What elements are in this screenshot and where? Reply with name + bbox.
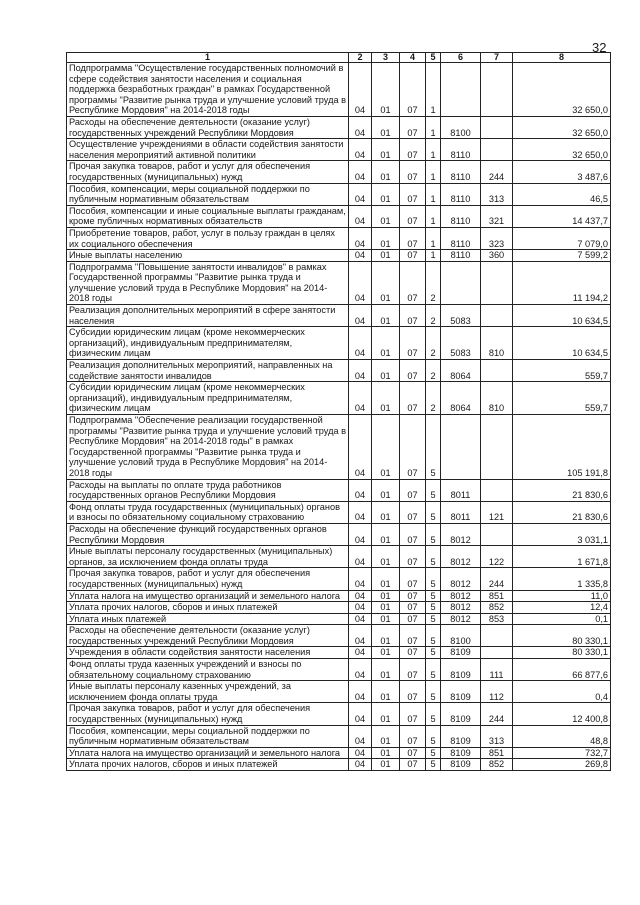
row-name-cell: Уплата прочих налогов, сборов и иных платежей [67, 759, 349, 771]
row-name-cell: Иные выплаты персоналу государственных (муниципальных) органов, за исключением фонда оплаты труда [67, 546, 349, 568]
amount-cell: 66 877,6 [513, 659, 611, 681]
table-row [67, 725, 611, 747]
row-name-cell: Фонд оплаты труда казенных учреждений и взносы по обязательному социальному страхованию [67, 659, 349, 681]
column-header: 6 [441, 53, 481, 63]
amount-cell: 1 671,8 [513, 546, 611, 568]
table-row [67, 703, 611, 725]
section-code-cell: 04 [349, 681, 372, 703]
program-code-cell: 07 [400, 360, 426, 382]
section-code-cell: 04 [349, 523, 372, 545]
target-code-cell: 8110 [441, 227, 481, 249]
amount-cell: 12 400,8 [513, 703, 611, 725]
section-code-cell: 04 [349, 261, 372, 304]
expense-type-cell: 121 [481, 501, 513, 523]
row-name-cell: Уплата прочих налогов, сборов и иных платежей [67, 602, 349, 614]
table-row [67, 161, 611, 183]
section-code-cell: 04 [349, 183, 372, 205]
row-name-cell: Пособия, компенсации, меры социальной поддержки по публичным нормативным обязательствам [67, 725, 349, 747]
table-row [67, 681, 611, 703]
subprogram-code-cell: 5 [426, 613, 441, 625]
section-code-cell: 04 [349, 501, 372, 523]
expense-type-cell: 852 [481, 759, 513, 771]
subprogram-code-cell: 5 [426, 681, 441, 703]
section-code-cell: 04 [349, 139, 372, 161]
amount-cell: 32 650,0 [513, 63, 611, 117]
program-code-cell: 07 [400, 161, 426, 183]
amount-cell: 80 330,1 [513, 647, 611, 659]
subsection-code-cell: 01 [372, 568, 400, 590]
subprogram-code-cell: 5 [426, 415, 441, 480]
table-row [67, 205, 611, 227]
program-code-cell: 07 [400, 613, 426, 625]
section-code-cell: 04 [349, 161, 372, 183]
table-row [67, 501, 611, 523]
row-name-cell: Осуществление учреждениями в области содействия занятости населения мероприятий активной политики [67, 139, 349, 161]
target-code-cell: 8109 [441, 747, 481, 759]
amount-cell: 3 487,6 [513, 161, 611, 183]
amount-cell: 11,0 [513, 590, 611, 602]
subsection-code-cell: 01 [372, 415, 400, 480]
program-code-cell: 07 [400, 116, 426, 138]
row-name-cell: Расходы на обеспечение функций государственных органов Республики Мордовия [67, 523, 349, 545]
program-code-cell: 07 [400, 725, 426, 747]
expense-type-cell: 244 [481, 703, 513, 725]
amount-cell: 105 191,8 [513, 415, 611, 480]
subsection-code-cell: 01 [372, 305, 400, 327]
target-code-cell: 8109 [441, 725, 481, 747]
subsection-code-cell: 01 [372, 681, 400, 703]
program-code-cell: 07 [400, 647, 426, 659]
amount-cell: 1 335,8 [513, 568, 611, 590]
subsection-code-cell: 01 [372, 183, 400, 205]
subprogram-code-cell: 5 [426, 568, 441, 590]
table-row [67, 116, 611, 138]
subsection-code-cell: 01 [372, 327, 400, 360]
subsection-code-cell: 01 [372, 602, 400, 614]
amount-cell: 21 830,6 [513, 479, 611, 501]
subprogram-code-cell: 5 [426, 479, 441, 501]
table-header-row [67, 53, 611, 63]
target-code-cell [441, 63, 481, 117]
table-row [67, 659, 611, 681]
expense-type-cell: 111 [481, 659, 513, 681]
table-row [67, 360, 611, 382]
subprogram-code-cell: 2 [426, 261, 441, 304]
target-code-cell: 8110 [441, 205, 481, 227]
table-row [67, 327, 611, 360]
subprogram-code-cell: 1 [426, 250, 441, 262]
subprogram-code-cell: 1 [426, 227, 441, 249]
amount-cell: 12,4 [513, 602, 611, 614]
section-code-cell: 04 [349, 725, 372, 747]
table-row [67, 382, 611, 415]
program-code-cell: 07 [400, 681, 426, 703]
section-code-cell: 04 [349, 305, 372, 327]
row-name-cell: Пособия, компенсации, меры социальной поддержки по публичным нормативным обязательствам [67, 183, 349, 205]
program-code-cell: 07 [400, 305, 426, 327]
target-code-cell: 8011 [441, 501, 481, 523]
section-code-cell: 04 [349, 479, 372, 501]
column-header: 7 [481, 53, 513, 63]
subsection-code-cell: 01 [372, 523, 400, 545]
row-name-cell: Уплата иных платежей [67, 613, 349, 625]
target-code-cell: 8110 [441, 250, 481, 262]
program-code-cell: 07 [400, 63, 426, 117]
subprogram-code-cell: 2 [426, 360, 441, 382]
section-code-cell: 04 [349, 546, 372, 568]
column-header: 3 [372, 53, 400, 63]
expense-type-cell: 360 [481, 250, 513, 262]
table-row [67, 183, 611, 205]
program-code-cell: 07 [400, 546, 426, 568]
row-name-cell: Реализация дополнительных мероприятий в сфере занятости населения [67, 305, 349, 327]
section-code-cell: 04 [349, 327, 372, 360]
subprogram-code-cell: 1 [426, 63, 441, 117]
target-code-cell: 8012 [441, 602, 481, 614]
section-code-cell: 04 [349, 602, 372, 614]
subsection-code-cell: 01 [372, 725, 400, 747]
program-code-cell: 07 [400, 479, 426, 501]
expense-type-cell [481, 360, 513, 382]
section-code-cell: 04 [349, 703, 372, 725]
subsection-code-cell: 01 [372, 205, 400, 227]
row-name-cell: Прочая закупка товаров, работ и услуг для обеспечения государственных (муниципальных) нужд [67, 161, 349, 183]
subsection-code-cell: 01 [372, 590, 400, 602]
table-row [67, 479, 611, 501]
subprogram-code-cell: 1 [426, 116, 441, 138]
target-code-cell: 8100 [441, 625, 481, 647]
section-code-cell: 04 [349, 590, 372, 602]
section-code-cell: 04 [349, 568, 372, 590]
amount-cell: 14 437,7 [513, 205, 611, 227]
table-row [67, 261, 611, 304]
amount-cell: 559,7 [513, 360, 611, 382]
expense-type-cell: 112 [481, 681, 513, 703]
subsection-code-cell: 01 [372, 613, 400, 625]
section-code-cell: 04 [349, 227, 372, 249]
column-header: 1 [67, 53, 349, 63]
program-code-cell: 07 [400, 261, 426, 304]
expense-type-cell: 851 [481, 590, 513, 602]
target-code-cell: 8012 [441, 613, 481, 625]
subprogram-code-cell: 2 [426, 305, 441, 327]
subprogram-code-cell: 1 [426, 205, 441, 227]
row-name-cell: Расходы на обеспечение деятельности (оказание услуг) государственных учреждений Республики Мордовия [67, 625, 349, 647]
expense-type-cell: 853 [481, 613, 513, 625]
target-code-cell [441, 415, 481, 480]
expense-type-cell: 313 [481, 183, 513, 205]
table-row [67, 227, 611, 249]
subsection-code-cell: 01 [372, 227, 400, 249]
amount-cell: 10 634,5 [513, 305, 611, 327]
table-row [67, 647, 611, 659]
table-row [67, 546, 611, 568]
program-code-cell: 07 [400, 590, 426, 602]
subprogram-code-cell: 5 [426, 759, 441, 771]
table-row [67, 613, 611, 625]
target-code-cell: 8109 [441, 681, 481, 703]
amount-cell: 269,8 [513, 759, 611, 771]
section-code-cell: 04 [349, 647, 372, 659]
subsection-code-cell: 01 [372, 747, 400, 759]
subprogram-code-cell: 5 [426, 546, 441, 568]
row-name-cell: Иные выплаты персоналу казенных учреждений, за исключением фонда оплаты труда [67, 681, 349, 703]
section-code-cell: 04 [349, 625, 372, 647]
expense-type-cell: 313 [481, 725, 513, 747]
expense-type-cell: 323 [481, 227, 513, 249]
section-code-cell: 04 [349, 116, 372, 138]
amount-cell: 3 031,1 [513, 523, 611, 545]
amount-cell: 7 599,2 [513, 250, 611, 262]
section-code-cell: 04 [349, 759, 372, 771]
subsection-code-cell: 01 [372, 261, 400, 304]
target-code-cell: 8012 [441, 546, 481, 568]
table-row [67, 759, 611, 771]
program-code-cell: 07 [400, 250, 426, 262]
program-code-cell: 07 [400, 703, 426, 725]
subprogram-code-cell: 5 [426, 625, 441, 647]
subprogram-code-cell: 5 [426, 647, 441, 659]
expense-type-cell [481, 261, 513, 304]
table-body [67, 63, 611, 771]
target-code-cell: 8109 [441, 703, 481, 725]
expense-type-cell: 852 [481, 602, 513, 614]
program-code-cell: 07 [400, 659, 426, 681]
row-name-cell: Фонд оплаты труда государственных (муниципальных) органов и взносы по обязательному социальному страхованию [67, 501, 349, 523]
table-row [67, 568, 611, 590]
expense-type-cell [481, 647, 513, 659]
expense-type-cell [481, 415, 513, 480]
column-header: 8 [513, 53, 611, 63]
program-code-cell: 07 [400, 501, 426, 523]
target-code-cell: 8064 [441, 382, 481, 415]
subsection-code-cell: 01 [372, 703, 400, 725]
subprogram-code-cell: 1 [426, 183, 441, 205]
subsection-code-cell: 01 [372, 161, 400, 183]
row-name-cell: Прочая закупка товаров, работ и услуг для обеспечения государственных (муниципальных) нужд [67, 568, 349, 590]
expense-type-cell: 122 [481, 546, 513, 568]
target-code-cell: 8109 [441, 647, 481, 659]
subsection-code-cell: 01 [372, 546, 400, 568]
row-name-cell: Уплата налога на имущество организаций и земельного налога [67, 590, 349, 602]
amount-cell: 732,7 [513, 747, 611, 759]
subprogram-code-cell: 2 [426, 327, 441, 360]
amount-cell: 559,7 [513, 382, 611, 415]
section-code-cell: 04 [349, 747, 372, 759]
target-code-cell [441, 261, 481, 304]
row-name-cell: Расходы на выплаты по оплате труда работников государственных органов Республики Мордовия [67, 479, 349, 501]
subsection-code-cell: 01 [372, 759, 400, 771]
program-code-cell: 07 [400, 227, 426, 249]
program-code-cell: 07 [400, 747, 426, 759]
target-code-cell: 8110 [441, 139, 481, 161]
section-code-cell: 04 [349, 250, 372, 262]
subprogram-code-cell: 5 [426, 703, 441, 725]
row-name-cell: Субсидии юридическим лицам (кроме некоммерческих организаций), индивидуальным предпринимателям, физическим лицам [67, 327, 349, 360]
amount-cell: 21 830,6 [513, 501, 611, 523]
expense-type-cell [481, 305, 513, 327]
expense-type-cell: 244 [481, 161, 513, 183]
subprogram-code-cell: 5 [426, 747, 441, 759]
subprogram-code-cell: 1 [426, 139, 441, 161]
amount-cell: 46,5 [513, 183, 611, 205]
target-code-cell: 8064 [441, 360, 481, 382]
target-code-cell: 8012 [441, 523, 481, 545]
row-name-cell: Учреждения в области содействия занятости населения [67, 647, 349, 659]
program-code-cell: 07 [400, 415, 426, 480]
target-code-cell: 8109 [441, 759, 481, 771]
target-code-cell: 8100 [441, 116, 481, 138]
target-code-cell: 5083 [441, 327, 481, 360]
row-name-cell: Прочая закупка товаров, работ и услуг для обеспечения государственных (муниципальных) нужд [67, 703, 349, 725]
subsection-code-cell: 01 [372, 382, 400, 415]
row-name-cell: Реализация дополнительных мероприятий, направленных на содействие занятости инвалидов [67, 360, 349, 382]
subprogram-code-cell: 5 [426, 602, 441, 614]
amount-cell: 7 079,0 [513, 227, 611, 249]
row-name-cell: Субсидии юридическим лицам (кроме некоммерческих организаций), индивидуальным предпринимателям, физическим лицам [67, 382, 349, 415]
section-code-cell: 04 [349, 415, 372, 480]
program-code-cell: 07 [400, 183, 426, 205]
subprogram-code-cell: 5 [426, 659, 441, 681]
subsection-code-cell: 01 [372, 501, 400, 523]
table-row [67, 139, 611, 161]
target-code-cell: 8012 [441, 568, 481, 590]
subsection-code-cell: 01 [372, 360, 400, 382]
row-name-cell: Подпрограмма "Осуществление государственных полномочий в сфере содействия занятости населения и социальная поддержка безработных граждан" в рамках Государственной программы "Развитие рынка труда и улучшение условий труда в Республике Мордовия" на 2014-2018 годы [67, 63, 349, 117]
column-header: 2 [349, 53, 372, 63]
subprogram-code-cell: 5 [426, 501, 441, 523]
row-name-cell: Пособия, компенсации и иные социальные выплаты гражданам, кроме публичных нормативных обязательств [67, 205, 349, 227]
subprogram-code-cell: 5 [426, 523, 441, 545]
target-code-cell: 8012 [441, 590, 481, 602]
program-code-cell: 07 [400, 625, 426, 647]
amount-cell: 0,4 [513, 681, 611, 703]
subsection-code-cell: 01 [372, 479, 400, 501]
table-row [67, 305, 611, 327]
amount-cell: 11 194,2 [513, 261, 611, 304]
target-code-cell: 5083 [441, 305, 481, 327]
expense-type-cell [481, 116, 513, 138]
row-name-cell: Расходы на обеспечение деятельности (оказание услуг) государственных учреждений Республики Мордовия [67, 116, 349, 138]
program-code-cell: 07 [400, 568, 426, 590]
program-code-cell: 07 [400, 382, 426, 415]
row-name-cell: Приобретение товаров, работ, услуг в пользу граждан в целях их социального обеспечения [67, 227, 349, 249]
table-row [67, 415, 611, 480]
table-row [67, 625, 611, 647]
section-code-cell: 04 [349, 659, 372, 681]
section-code-cell: 04 [349, 382, 372, 415]
row-name-cell: Подпрограмма "Повышение занятости инвалидов" в рамках Государственной программы "Развитие рынка труда и улучшение условий труда в Республике Мордовия" на 2014-2018 годы [67, 261, 349, 304]
target-code-cell: 8110 [441, 161, 481, 183]
expense-type-cell [481, 139, 513, 161]
subprogram-code-cell: 5 [426, 590, 441, 602]
table-row [67, 602, 611, 614]
expense-type-cell: 851 [481, 747, 513, 759]
expense-type-cell [481, 479, 513, 501]
table-row [67, 523, 611, 545]
amount-cell: 10 634,5 [513, 327, 611, 360]
target-code-cell: 8011 [441, 479, 481, 501]
section-code-cell: 04 [349, 613, 372, 625]
subsection-code-cell: 01 [372, 625, 400, 647]
subsection-code-cell: 01 [372, 250, 400, 262]
program-code-cell: 07 [400, 759, 426, 771]
amount-cell: 80 330,1 [513, 625, 611, 647]
subprogram-code-cell: 5 [426, 725, 441, 747]
expense-type-cell: 810 [481, 382, 513, 415]
target-code-cell: 8109 [441, 659, 481, 681]
row-name-cell: Уплата налога на имущество организаций и земельного налога [67, 747, 349, 759]
subsection-code-cell: 01 [372, 139, 400, 161]
page-number: 32 [592, 40, 607, 55]
expense-type-cell: 321 [481, 205, 513, 227]
expense-type-cell: 810 [481, 327, 513, 360]
expense-type-cell [481, 63, 513, 117]
subprogram-code-cell: 1 [426, 161, 441, 183]
subsection-code-cell: 01 [372, 659, 400, 681]
table-row [67, 590, 611, 602]
amount-cell: 48,8 [513, 725, 611, 747]
subsection-code-cell: 01 [372, 116, 400, 138]
expense-type-cell [481, 523, 513, 545]
program-code-cell: 07 [400, 327, 426, 360]
table-row [67, 250, 611, 262]
amount-cell: 32 650,0 [513, 139, 611, 161]
budget-table [66, 52, 611, 771]
program-code-cell: 07 [400, 205, 426, 227]
program-code-cell: 07 [400, 523, 426, 545]
expense-type-cell: 244 [481, 568, 513, 590]
expense-type-cell [481, 625, 513, 647]
amount-cell: 0,1 [513, 613, 611, 625]
section-code-cell: 04 [349, 205, 372, 227]
program-code-cell: 07 [400, 602, 426, 614]
row-name-cell: Иные выплаты населению [67, 250, 349, 262]
amount-cell: 32 650,0 [513, 116, 611, 138]
target-code-cell: 8110 [441, 183, 481, 205]
program-code-cell: 07 [400, 139, 426, 161]
subprogram-code-cell: 2 [426, 382, 441, 415]
section-code-cell: 04 [349, 360, 372, 382]
table-row [67, 63, 611, 117]
section-code-cell: 04 [349, 63, 372, 117]
column-header: 5 [426, 53, 441, 63]
column-header: 4 [400, 53, 426, 63]
subsection-code-cell: 01 [372, 647, 400, 659]
subsection-code-cell: 01 [372, 63, 400, 117]
table-row [67, 747, 611, 759]
row-name-cell: Подпрограмма "Обеспечение реализации государственной программы "Развитие рынка труда и улучшение условий труда в Республике Мордовия" на 2014-2018 годы" в рамках Государственной программы "Развитие рынка труда и улучшение условий труда в Республике Мордовия" на 2014-2018 годы [67, 415, 349, 480]
